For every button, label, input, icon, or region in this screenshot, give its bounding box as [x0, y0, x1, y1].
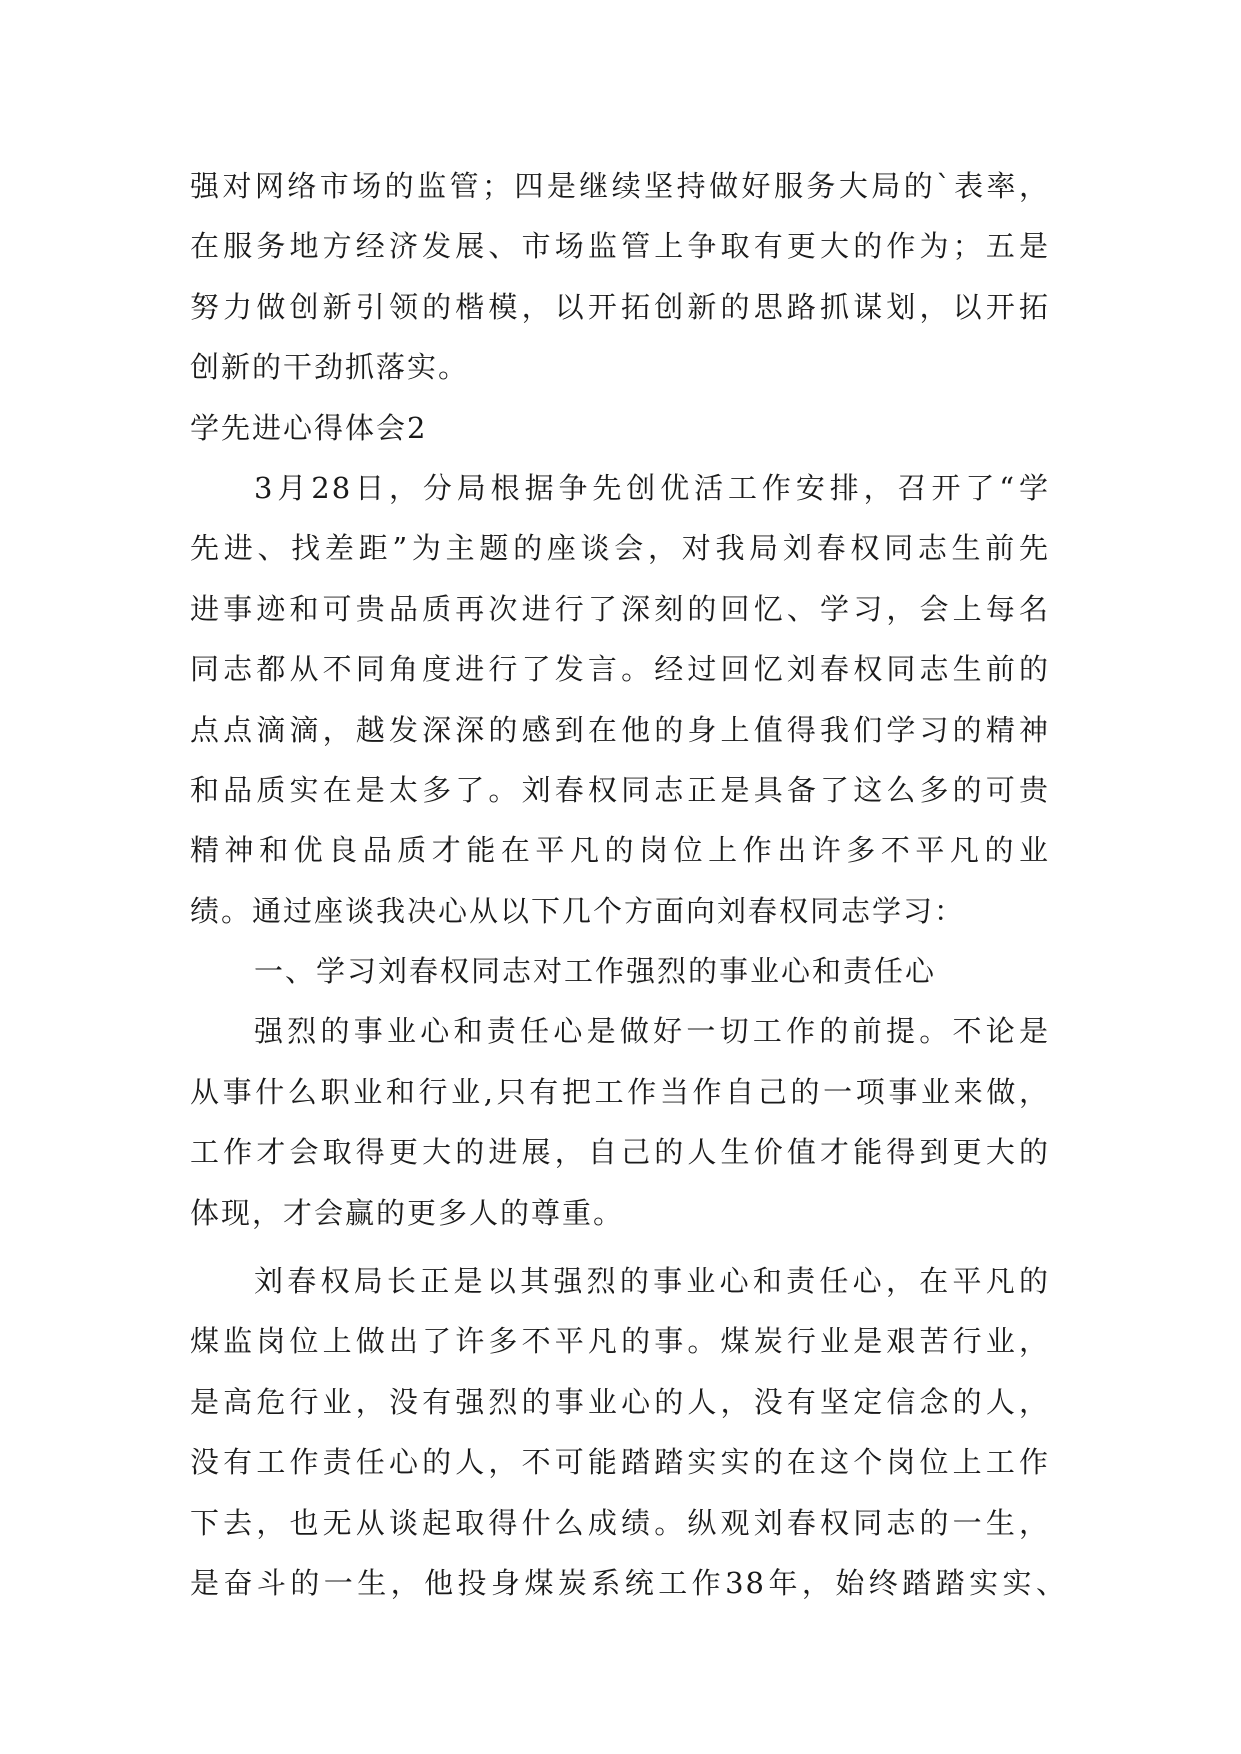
text-line: 3月28日，分局根据争先创优活工作安排，召开了“学 [254, 470, 1050, 505]
text-line: 是高危行业，没有强烈的事业心的人，没有坚定信念的人， [190, 1384, 1050, 1419]
text-line: 进事迹和可贵品质再次进行了深刻的回忆、学习，会上每名 [190, 591, 1050, 626]
text-line: 是奋斗的一生，他投身煤炭系统工作38年，始终踏踏实实、 [190, 1565, 1067, 1600]
text-line: 努力做创新引领的楷模，以开拓创新的思路抓谋划，以开拓 [190, 289, 1050, 324]
text-line: 点点滴滴，越发深深的感到在他的身上值得我们学习的精神 [190, 712, 1050, 747]
text-line: 强烈的事业心和责任心是做好一切工作的前提。不论是 [254, 1014, 1050, 1049]
text-line: 没有工作责任心的人，不可能踏踏实实的在这个岗位上工作 [190, 1445, 1050, 1480]
blank-line [190, 1243, 1070, 1251]
text-line: 绩。通过座谈我决心从以下几个方面向刘春权同志学习： [190, 893, 966, 928]
text-line: 下去，也无从谈起取得什么成绩。纵观刘春权同志的一生， [190, 1505, 1050, 1540]
text-line: 在服务地方经济发展、市场监管上争取有更大的作为；五是 [190, 229, 1050, 264]
text-line: 从事什么职业和行业,只有把工作当作自己的一项事业来做， [190, 1074, 1050, 1109]
text-line: 刘春权局长正是以其强烈的事业心和责任心，在平凡的 [254, 1264, 1050, 1299]
document-body [190, 156, 1070, 1613]
subsection-heading: 一、学习刘春权同志对工作强烈的事业心和责任心 [254, 954, 937, 989]
text-line: 煤监岗位上做出了许多不平凡的事。煤炭行业是艰苦行业， [190, 1324, 1050, 1359]
text-line: 工作才会取得更大的进展，自己的人生价值才能得到更大的 [190, 1135, 1050, 1170]
text-line: 和品质实在是太多了。刘春权同志正是具备了这么多的可贵 [190, 772, 1050, 807]
text-line: 体现，才会赢的更多人的尊重。 [190, 1195, 625, 1230]
text-line: 精神和优良品质才能在平凡的岗位上作出许多不平凡的业 [190, 833, 1050, 868]
text-line: 先进、找差距”为主题的座谈会，对我局刘春权同志生前先 [190, 531, 1050, 566]
text-line: 强对网络市场的监管；四是继续坚持做好服务大局的`表率， [190, 169, 1050, 203]
text-line: 创新的干劲抓落实。 [190, 350, 470, 385]
section-heading: 学先进心得体会2 [190, 410, 428, 445]
text-line: 同志都从不同角度进行了发言。经过回忆刘春权同志生前的 [190, 652, 1050, 687]
